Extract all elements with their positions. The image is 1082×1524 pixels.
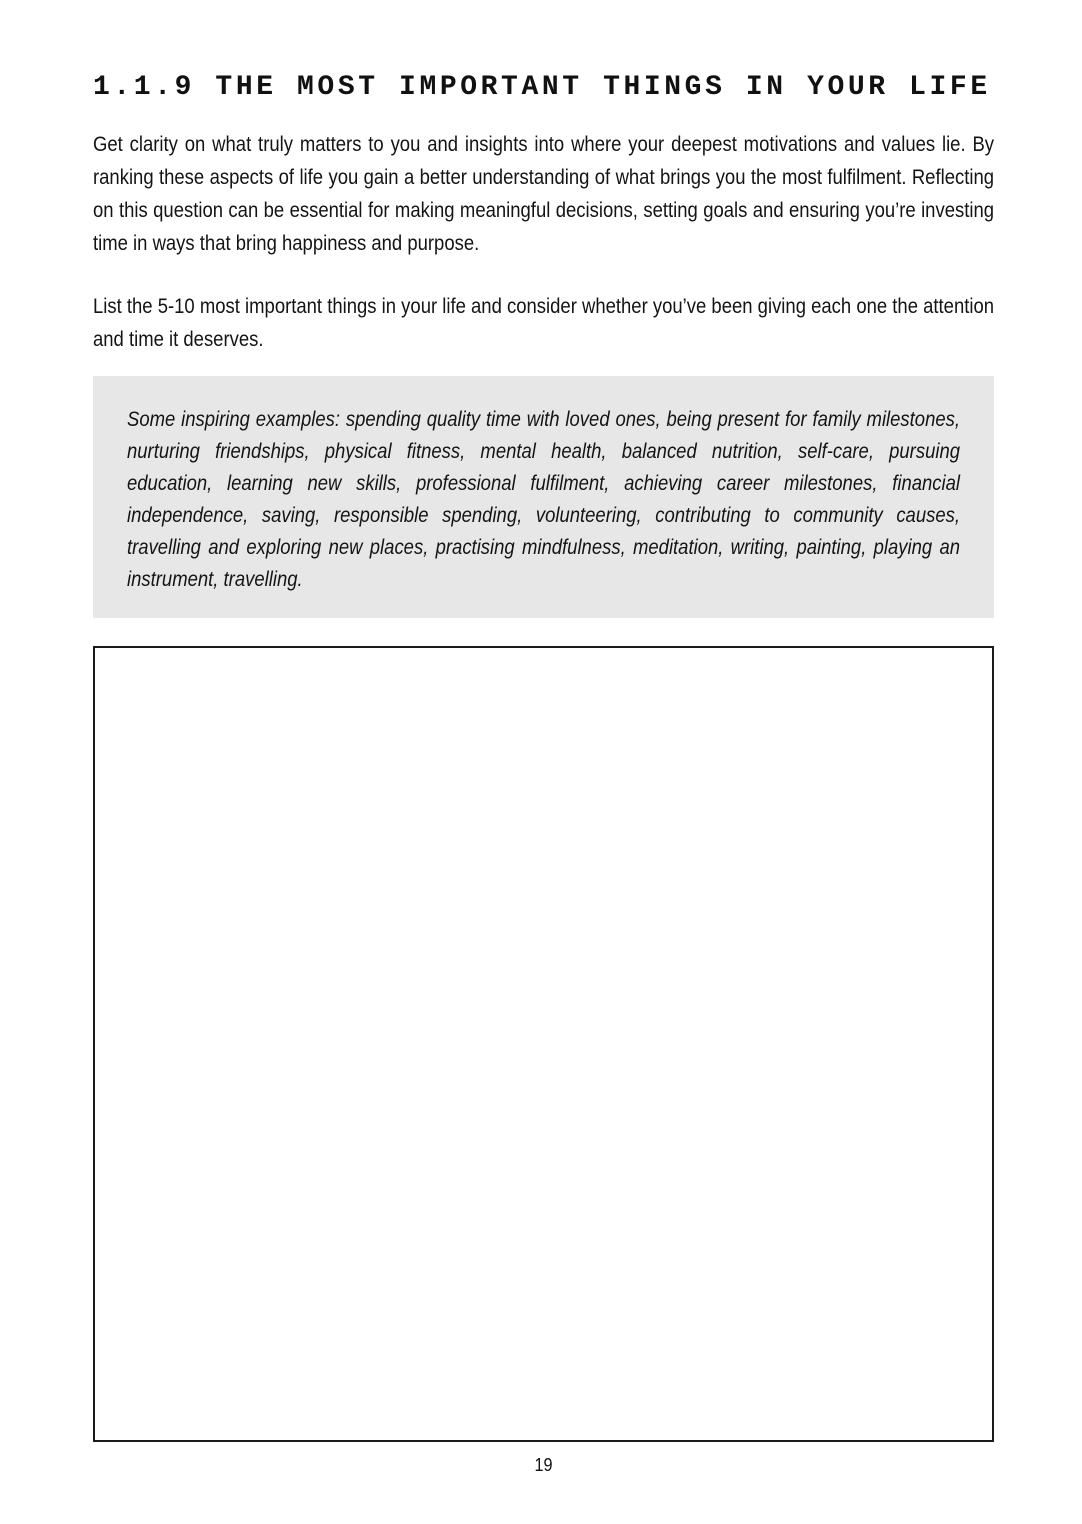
intro-paragraph: Get clarity on what truly matters to you and insights into where your deepest motivations and values lie. By ranking these aspects of life you gain a better understanding of what brings you the most fulfilment. Reflecting on this question can be essential for making meaningful decisions, setting goals and ensuring you’re investing time in ways that bring happiness and purpose. [93,133,995,255]
task-paragraph-wrap [93,290,994,356]
answer-writing-box[interactable] [93,646,994,1442]
examples-note-box [93,376,994,618]
page-number: 19 [534,1455,553,1475]
page-content [93,0,994,1476]
task-paragraph: List the 5-10 most important things in your life and consider whether you’ve been giving each one the attention and time it deserves. [93,295,995,351]
intro-paragraph-wrap [93,128,994,260]
page-footer [93,1454,994,1476]
examples-note-text: Some inspiring examples: spending quality time with loved ones, being present for family milestones, nurturing friendships, physical fitness, mental health, balanced nutrition, self-care, pursuing education, learning new skills, professional fulfilment, achieving career milestones, financial independence, saving, responsible spending, volunteering, contributing to community causes, travelling and exploring new places, practising mindfulness, meditation, writing, painting, playing an instrument, travelling. [127,408,961,591]
section-heading: 1.1.9 THE MOST IMPORTANT THINGS IN YOUR LIFE [93,72,991,103]
